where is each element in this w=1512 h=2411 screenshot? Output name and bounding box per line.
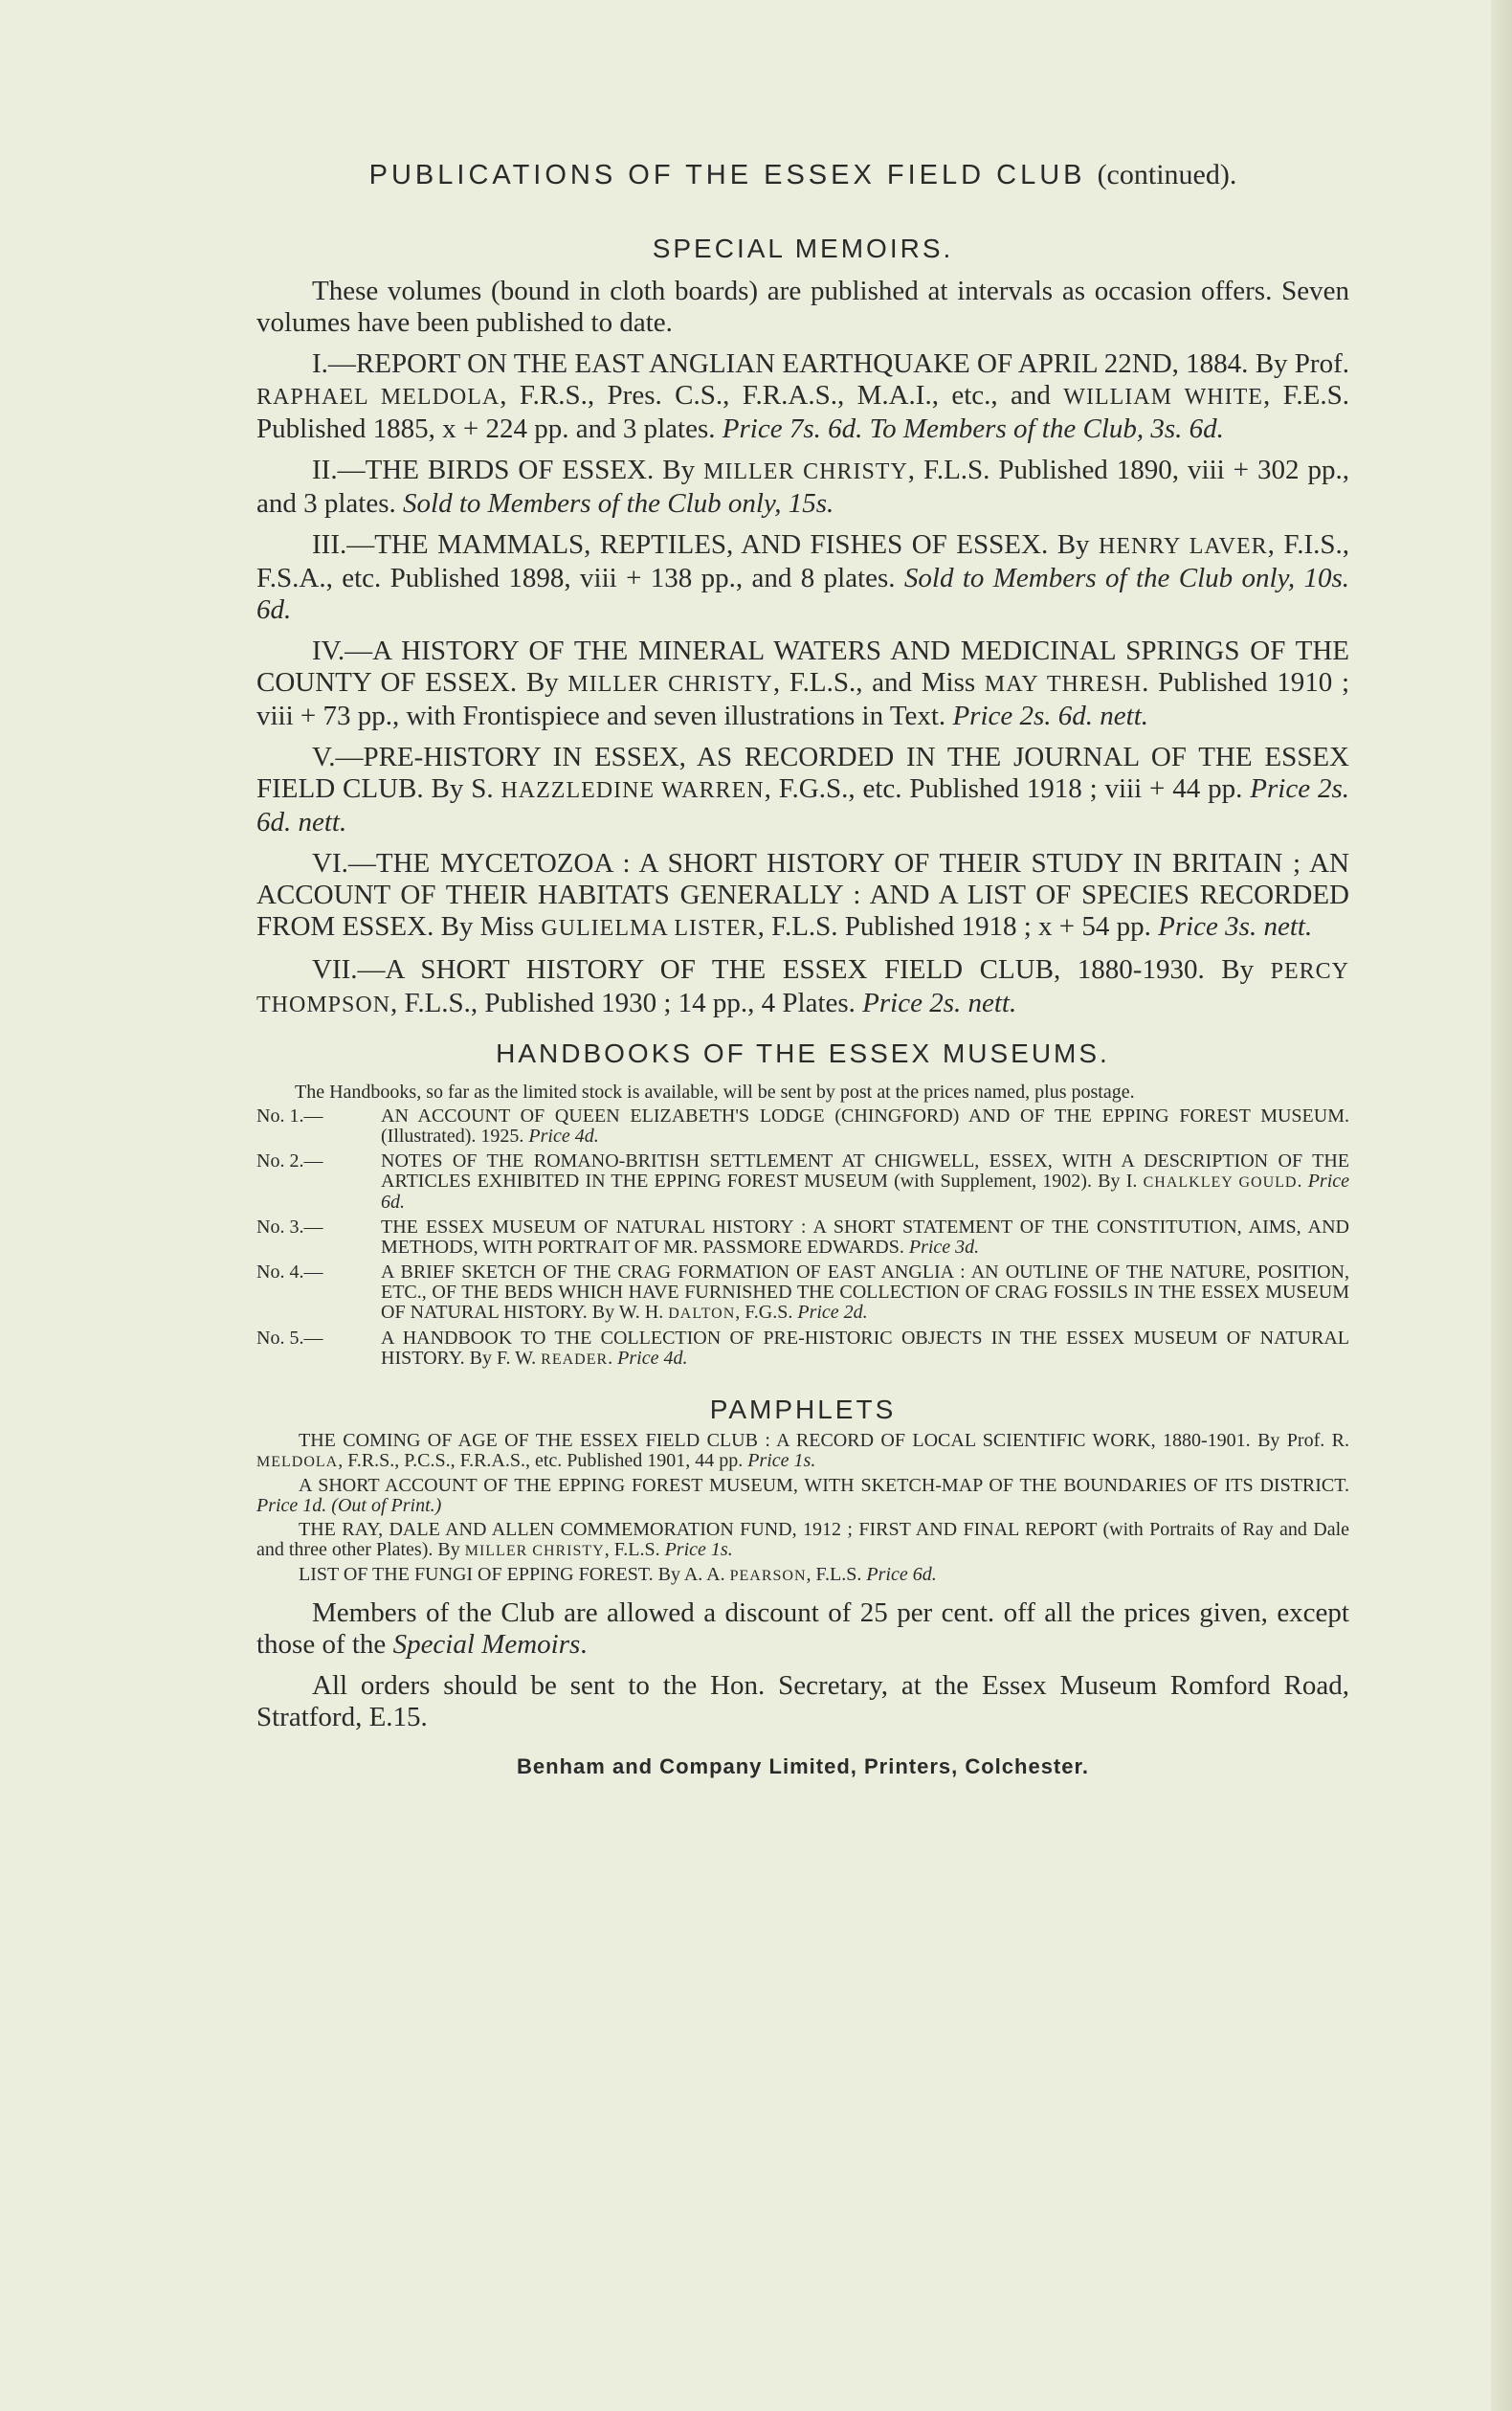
handbooks-list [256,1106,1349,1370]
memoir-details: , F.I.S., F.S.A., etc. Published 1898, viii + 138 pp., and 8 plates. [256,529,1350,593]
memoir-entry [256,348,1349,445]
page-title [256,159,1349,191]
memoir-entry [256,848,1349,945]
memoir-publication: , F.E.S. Published 1885, x + 224 pp. and 3 plates. [256,380,1349,444]
memoir-author: HAZZLEDINE WARREN [500,778,765,803]
handbook-title: THE ESSEX MUSEUM OF NATURAL HISTORY : A SHORT STATEMENT OF THE CONSTITUTION, AIMS, AND METHODS, WITH PORTRAIT OF MR. PASSMORE EDWARDS. [381,1217,1349,1258]
memoir-entry [256,636,1349,732]
orders-note: All orders should be sent to the Hon. Secretary, at the Essex Museum Romford Road, Stratford, E.15. [256,1670,1349,1732]
handbook-entry [256,1328,1349,1370]
memoir-details: , F.R.S., Pres. C.S., F.R.A.S., M.A.I., etc., and [500,380,1064,411]
handbook-entry [256,1151,1349,1213]
memoir-coauthor: WILLIAM WHITE [1063,385,1263,410]
memoir-text: I.—REPORT ON THE EAST ANGLIAN EARTHQUAKE OF APRIL 22ND, 1884. By Prof. [312,348,1349,379]
discount-note-italic: Special Memoirs [392,1629,581,1660]
memoir-details: , F.L.S. Published 1918 ; x + 54 pp. [757,911,1159,942]
page-title-continued: (continued). [1097,159,1237,190]
memoir-price: Price 7s. 6d. To Members of the Club, 3s. 6d. [722,413,1224,444]
memoir-price: Price 2s. 6d. nett. [952,701,1149,731]
memoir-author: MILLER CHRISTY [703,459,908,484]
memoir-details: , F.L.S., Published 1930 ; 14 pp., 4 Plates. [390,988,863,1018]
handbook-number: No. 3.— [256,1217,323,1238]
pamphlet-entry [256,1431,1349,1472]
memoir-author: GULIELMA LISTER [541,916,758,941]
handbook-entry [256,1217,1349,1258]
memoir-author: MILLER CHRISTY [567,672,773,697]
handbook-credits: . [1297,1171,1308,1192]
handbook-price: Price 6d. [381,1171,1350,1213]
pamphlet-credits: , F.R.S., P.C.S., F.R.A.S., etc. Published 1901, 44 pp. [338,1450,748,1471]
handbook-title: AN ACCOUNT OF QUEEN ELIZABETH'S LODGE (CHINGFORD) AND OF THE EPPING FOREST MUSEUM. (Illustrated). 1925. [381,1105,1349,1147]
handbook-number: No. 4.— [256,1261,323,1283]
memoir-text: II.—THE BIRDS OF ESSEX. By [312,455,704,485]
handbook-title: NOTES OF THE ROMANO-BRITISH SETTLEMENT AT CHIGWELL, ESSEX, WITH A DESCRIPTION OF THE ARTICLES EXHIBITED IN THE EPPING FOREST MUSEUM (with Supplement, 1902). By I. [381,1150,1349,1192]
handbook-author: DALTON [668,1306,736,1322]
memoir-entry [256,455,1349,520]
discount-note-text: Members of the Club are allowed a discount of 25 per cent. off all the prices given, except those of the [256,1597,1349,1660]
page-title-text: PUBLICATIONS OF THE ESSEX FIELD CLUB [368,160,1086,190]
handbook-description [381,1328,1349,1370]
handbook-entry [256,1262,1349,1324]
pamphlet-author: MILLER CHRISTY [464,1543,605,1559]
handbook-description [381,1217,1349,1258]
handbook-title: A HANDBOOK TO THE COLLECTION OF PRE-HISTORIC OBJECTS IN THE ESSEX MUSEUM OF NATURAL HISTORY. By F. W. [381,1328,1349,1369]
memoir-author: RAPHAEL MELDOLA [256,385,500,410]
handbook-price: Price 3d. [908,1237,980,1258]
memoir-details: , F.L.S. Published 1890, viii + 302 pp., and 3 plates. [256,455,1349,519]
pamphlet-entry [256,1520,1349,1561]
handbook-description [381,1151,1349,1213]
handbook-price: Price 4d. [617,1348,688,1369]
handbook-number: No. 2.— [256,1150,323,1172]
memoir-price: Sold to Members of the Club only, 10s. 6d. [256,563,1349,625]
pamphlet-credits: , F.L.S. [806,1564,867,1585]
pamphlet-title: THE COMING OF AGE OF THE ESSEX FIELD CLUB : A RECORD OF LOCAL SCIENTIFIC WORK, 1880-1901. By Prof. R. [299,1430,1349,1451]
pamphlet-author: MELDOLA [256,1454,339,1470]
handbook-description [381,1106,1349,1147]
page-edge [1491,0,1512,2411]
memoir-text: IV.—A HISTORY OF THE MINERAL WATERS AND MEDICINAL SPRINGS OF THE COUNTY OF ESSEX. By [256,636,1349,698]
pamphlet-title: THE RAY, DALE AND ALLEN COMMEMORATION FUND, 1912 ; FIRST AND FINAL REPORT (with Portraits of Ray and Dale and three other Plates). By [256,1519,1349,1560]
special-memoirs-intro: These volumes (bound in cloth boards) are published at intervals as occasion offers. Seven volumes have been published to date. [256,276,1349,338]
discount-note-end: . [580,1629,588,1660]
memoir-price: Price 2s. 6d. nett. [256,773,1349,837]
memoir-publication: . Published 1910 ; viii + 73 pp., with Frontispiece and seven illustrations in Text. [256,667,1350,731]
handbook-author: CHALKLEY GOULD [1143,1174,1298,1191]
memoir-price: Price 2s. nett. [862,988,1017,1018]
pamphlet-title: LIST OF THE FUNGI OF EPPING FOREST. By A. A. [299,1564,730,1585]
memoir-coauthor: MAY THRESH [984,672,1143,697]
printer-credit: Benham and Company Limited, Printers, Colchester. [517,1754,1089,1778]
memoir-entry [256,954,1349,1021]
handbooks-intro: The Handbooks, so far as the limited stock is available, will be sent by post at the prices named, plus postage. [295,1082,1135,1103]
handbook-title: A BRIEF SKETCH OF THE CRAG FORMATION OF EAST ANGLIA : AN OUTLINE OF THE NATURE, POSITION, ETC., OF THE BEDS WHICH HAVE FURNISHED THE COLLECTION OF CRAG FOSSILS IN THE ESSEX MUSEUM OF NATURAL HISTORY. By W. H. [381,1261,1349,1323]
handbook-number: No. 1.— [256,1105,323,1127]
pamphlet-price: Price 1s. [664,1539,733,1560]
pamphlet-title: A SHORT ACCOUNT OF THE EPPING FOREST MUSEUM, WITH SKETCH-MAP OF THE BOUNDARIES OF ITS DISTRICT. [299,1475,1349,1496]
pamphlet-price: Price 1d. (Out of Print.) [256,1495,442,1516]
handbook-price: Price 4d. [528,1126,599,1147]
pamphlet-author: PEARSON [729,1568,807,1584]
special-memoirs-heading: SPECIAL MEMOIRS. [652,234,954,263]
special-memoirs-list [256,348,1349,1021]
handbook-author: READER [541,1351,609,1368]
memoir-details: , F.L.S., and Miss [772,667,985,698]
memoir-text: V.—PRE-HISTORY IN ESSEX, AS RECORDED IN THE JOURNAL OF THE ESSEX FIELD CLUB. By S. [256,742,1349,804]
handbook-entry [256,1106,1349,1147]
memoir-price: Sold to Members of the Club only, 15s. [403,488,834,519]
handbook-credits: , F.G.S. [735,1302,798,1323]
handbook-number: No. 5.— [256,1328,323,1349]
memoir-text: III.—THE MAMMALS, REPTILES, AND FISHES OF ESSEX. By [312,529,1100,560]
pamphlet-price: Price 1s. [747,1450,816,1471]
memoir-text: VII.—A SHORT HISTORY OF THE ESSEX FIELD CLUB, 1880-1930. By [312,954,1271,985]
pamphlets-list [256,1431,1349,1586]
handbook-price: Price 2d. [797,1302,868,1323]
memoir-author: HENRY LAVER [1099,534,1268,559]
pamphlet-entry [256,1476,1349,1516]
discount-note [256,1597,1349,1661]
handbook-credits: . [608,1348,618,1369]
pamphlets-heading: PAMPHLETS [709,1395,897,1424]
content-column [256,159,1349,1779]
handbooks-heading: HANDBOOKS OF THE ESSEX MUSEUMS. [496,1038,1110,1068]
pamphlet-entry [256,1565,1349,1586]
memoir-entry [256,529,1349,626]
memoir-text: VI.—THE MYCETOZOA : A SHORT HISTORY OF THEIR STUDY IN BRITAIN ; AN ACCOUNT OF THEIR HABITATS GENERALLY : AND A LIST OF SPECIES RECORDED FROM ESSEX. By Miss [256,848,1349,942]
memoir-details: , F.G.S., etc. Published 1918 ; viii + 44 pp. [764,773,1251,804]
memoir-author: PERCY THOMPSON [256,959,1349,1017]
memoir-price: Price 3s. nett. [1158,911,1313,942]
pamphlet-price: Price 6d. [866,1564,937,1585]
pamphlet-credits: , F.L.S. [604,1539,665,1560]
handbook-description [381,1262,1349,1324]
memoir-entry [256,742,1349,838]
